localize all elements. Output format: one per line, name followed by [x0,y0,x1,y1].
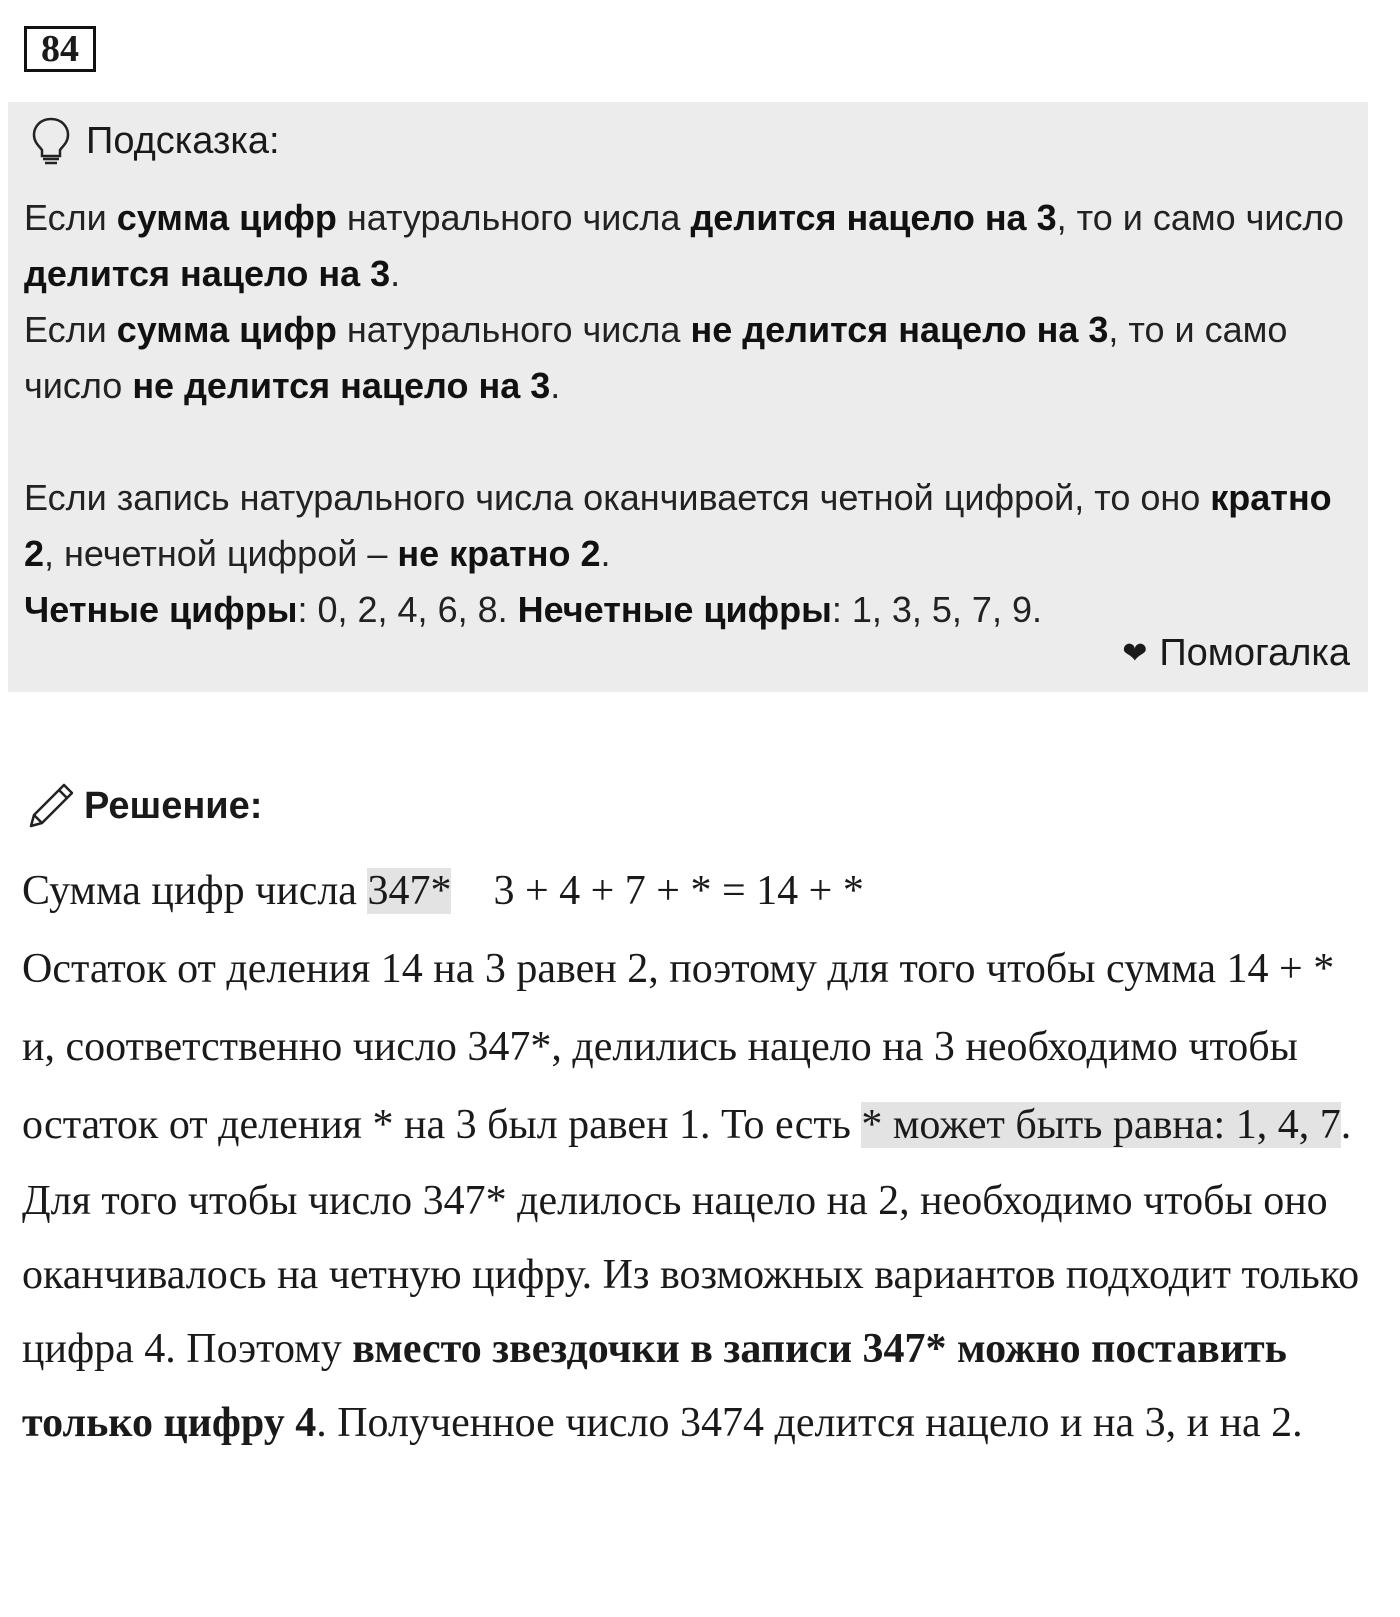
solution-body [22,852,1372,1460]
heart-icon: ❤ [1122,637,1148,670]
solution-header [26,780,262,832]
brand-label: Помогалка [1159,632,1350,674]
lightbulb-icon [30,116,72,166]
hint-paragraph: Если запись натурального числа оканчивается четной цифрой, то оно кратно 2, нечетной цифрой – не кратно 2. [24,477,1332,574]
hint-header [30,116,280,166]
pencil-icon [26,781,76,831]
solution-title: Решение: [84,784,263,827]
hint-paragraph: Если сумма цифр натурального числа делится нацело на 3, то и само число делится нацело на 3. [24,197,1344,294]
hint-title: Подсказка: [86,119,280,162]
hint-paragraph: Четные цифры: 0, 2, 4, 6, 8. Нечетные цифры: 1, 3, 5, 7, 9. [24,589,1042,630]
brand [1122,632,1350,675]
hint-body [24,190,1354,638]
task-number: 84 [24,26,96,72]
solution-line: Сумма цифр числа 347* 3 + 4 + 7 + * = 14 + * [22,868,864,914]
solution-paragraph: Для того чтобы число 347* делилось нацело на 2, необходимо чтобы оно оканчивалось на четную цифру. Из возможных вариантов подходит только цифра 4. Поэтому вместо звездочки в записи 347* можно поставить только цифру 4. Полученное число 3474 делится нацело и на 3, и на 2. [22,1178,1360,1446]
solution-paragraph: Остаток от деления 14 на 3 равен 2, поэтому для того чтобы сумма 14 + * и, соответственно число 347*, делились нацело на 3 необходимо чтобы остаток от деления * на 3 был равен 1. То есть * может быть равна: 1, 4, 7. [22,946,1352,1148]
hint-panel [8,102,1368,692]
hint-paragraph: Если сумма цифр натурального числа не делится нацело на 3, то и само число не делится нацело на 3. [24,309,1288,406]
